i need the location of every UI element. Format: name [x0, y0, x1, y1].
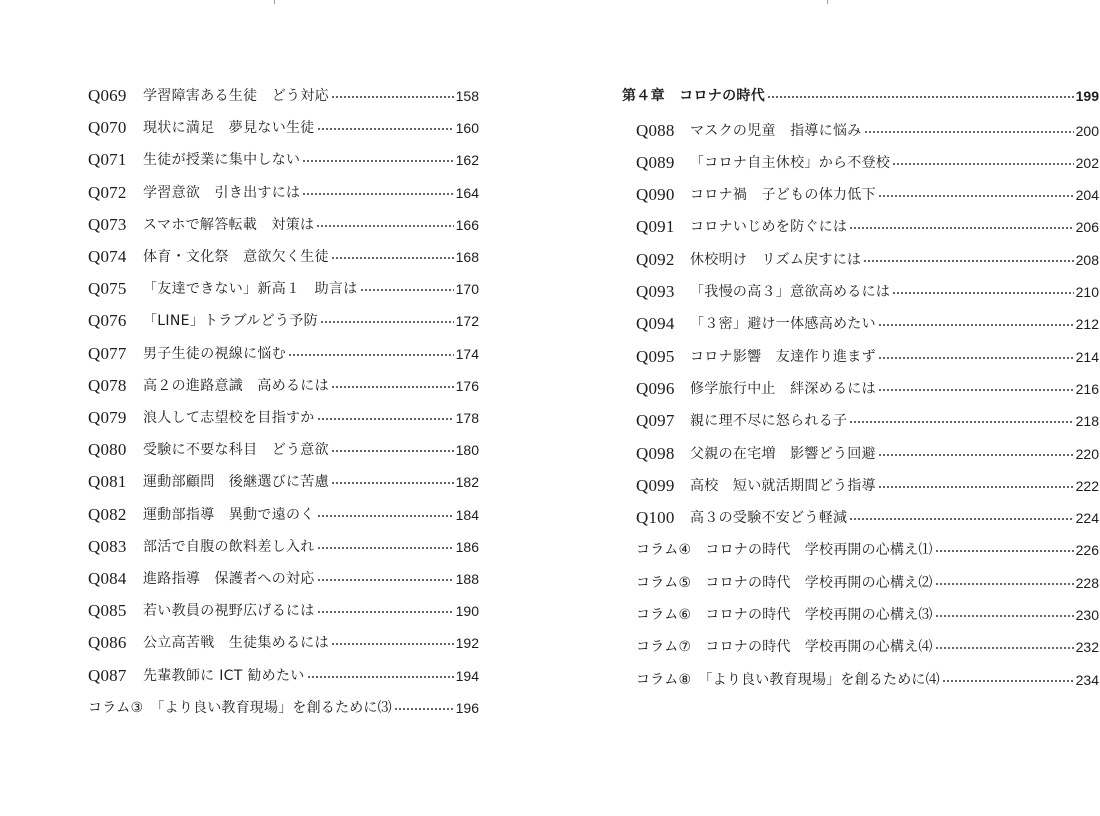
- entry-title: 「LINE」トラブルどう予防: [143, 313, 318, 330]
- toc-entry: [636, 345, 1099, 369]
- entry-title: 運動部指導 異動で遠のく: [143, 506, 315, 523]
- question-number: Q083: [88, 536, 127, 556]
- page-number: 218: [1075, 413, 1099, 430]
- toc-entry: [636, 183, 1099, 207]
- question-number: Q074: [88, 247, 127, 266]
- page-number: 170: [455, 281, 479, 298]
- toc-entry: [636, 377, 1099, 401]
- toc-column-entry: [636, 668, 1099, 692]
- entry-title: 学習意欲 引き出すには: [143, 184, 301, 201]
- entry-title: 体育・文化祭 意欲欠く生徒: [143, 249, 329, 265]
- page-number: 234: [1075, 671, 1099, 688]
- page-number: 192: [455, 635, 479, 652]
- entry-title: 男子生徒の視線に悩む: [143, 345, 286, 362]
- toc-entry: [88, 181, 479, 205]
- page-number: 176: [455, 377, 479, 394]
- toc-column-entry: [636, 603, 1099, 627]
- question-number: Q076: [88, 311, 127, 331]
- entry-title: 親に理不尽に怒られる子: [690, 413, 848, 430]
- toc-entry: [88, 84, 479, 108]
- question-number: Q094: [636, 314, 675, 334]
- dot-leader: [302, 160, 453, 162]
- entry-title: コロナ禍 子どもの体力低下: [690, 187, 876, 204]
- entry-title: 部活で自腹の飲料差し入れ: [143, 538, 315, 555]
- column-title: コラム④ コロナの時代 学校再開の心構え⑴: [636, 542, 933, 559]
- dot-leader: [394, 708, 454, 710]
- entry-title: 現状に満足 夢見ない生徒: [143, 120, 315, 137]
- toc-entry: [88, 213, 479, 237]
- dot-leader: [935, 583, 1074, 585]
- page-number: 168: [455, 249, 479, 265]
- dot-leader: [317, 611, 454, 613]
- dot-leader: [878, 389, 1074, 391]
- toc-entry: [88, 631, 479, 655]
- column-title: コラム⑥ コロナの時代 学校再開の心構え⑶: [636, 607, 933, 623]
- dot-leader: [849, 518, 1073, 520]
- dot-leader: [317, 418, 454, 420]
- page-number: 166: [455, 216, 479, 233]
- toc-entry: [88, 567, 479, 591]
- page-number: 190: [455, 603, 479, 620]
- question-number: Q100: [636, 508, 675, 528]
- dot-leader: [331, 257, 454, 259]
- page-number: 204: [1075, 187, 1099, 204]
- dot-leader: [878, 324, 1074, 326]
- dot-leader: [935, 647, 1074, 649]
- column-title: コラム⑦ コロナの時代 学校再開の心構え⑷: [636, 639, 933, 656]
- page-number: 202: [1075, 154, 1099, 171]
- toc-entry: [636, 312, 1099, 336]
- dot-leader: [849, 421, 1073, 423]
- dot-leader: [942, 680, 1074, 682]
- page-number: 196: [455, 699, 479, 716]
- toc-entry: [636, 442, 1099, 466]
- question-number: Q070: [88, 118, 127, 138]
- page-number: 226: [1075, 542, 1099, 559]
- toc-entry: [636, 474, 1099, 498]
- toc-entry: [88, 664, 479, 688]
- page-number: 206: [1075, 219, 1099, 236]
- question-number: Q096: [636, 378, 675, 398]
- question-number: Q081: [88, 472, 127, 492]
- page-number: 232: [1075, 639, 1099, 656]
- page-number: 216: [1075, 380, 1099, 397]
- question-number: Q091: [636, 217, 675, 237]
- toc-entry: [88, 374, 479, 398]
- toc-entry: [636, 248, 1099, 272]
- dot-leader: [849, 227, 1073, 229]
- page-number: 162: [455, 152, 479, 169]
- question-number: Q095: [636, 346, 675, 366]
- toc-entry: [88, 406, 479, 430]
- entry-title: 進路指導 保護者への対応: [143, 571, 315, 587]
- dot-leader: [331, 482, 454, 484]
- question-number: Q087: [88, 665, 127, 685]
- column-title: コラム⑧ 「より良い教育現場」を創るために⑷: [636, 671, 940, 688]
- page-number: 172: [455, 313, 479, 330]
- page-number: 208: [1075, 251, 1099, 268]
- dot-leader: [935, 550, 1074, 552]
- chapter-heading: [622, 84, 1099, 108]
- toc-entry: [88, 470, 479, 494]
- page-number: 212: [1075, 316, 1099, 333]
- dot-leader: [331, 643, 454, 645]
- question-number: Q097: [636, 411, 675, 431]
- dot-leader: [878, 195, 1074, 197]
- toc-entry: [88, 148, 479, 172]
- dot-leader: [878, 357, 1074, 359]
- toc-entry: [636, 151, 1099, 175]
- dot-leader: [302, 193, 453, 195]
- question-number: Q069: [88, 86, 127, 105]
- toc-entry: [636, 119, 1099, 143]
- dot-leader: [360, 289, 454, 291]
- entry-title: 「友達できない」新高１ 助言は: [143, 281, 358, 298]
- page-number: 178: [455, 410, 479, 426]
- page-number: 184: [455, 506, 479, 523]
- dot-leader: [331, 386, 454, 388]
- question-number: Q080: [88, 440, 127, 460]
- question-number: Q084: [88, 569, 127, 588]
- dot-leader: [317, 547, 454, 549]
- entry-title: 父親の在宅増 影響どう回避: [690, 445, 876, 462]
- page-number: 180: [455, 442, 479, 459]
- toc-entry: [88, 535, 479, 559]
- page-number: 222: [1075, 477, 1099, 494]
- entry-title: 高３の受験不安どう軽減: [690, 510, 848, 527]
- question-number: Q093: [636, 282, 675, 301]
- page-number: 228: [1075, 574, 1099, 591]
- entry-title: 受験に不要な科目 どう意欲: [143, 442, 329, 459]
- chapter-title: 第４章 コロナの時代: [622, 88, 765, 104]
- entry-title: マスクの児童 指導に悩み: [690, 122, 862, 139]
- page-number: 200: [1075, 122, 1099, 139]
- dot-leader: [288, 354, 454, 356]
- toc-entry: [88, 116, 479, 140]
- page-number: 230: [1075, 607, 1099, 623]
- question-number: Q088: [636, 120, 675, 140]
- column-title: コラム⑤ コロナの時代 学校再開の心構え⑵: [636, 574, 933, 591]
- question-number: Q092: [636, 249, 675, 269]
- entry-title: 「我慢の高３」意欲高めるには: [690, 284, 891, 300]
- dot-leader: [320, 321, 454, 323]
- dot-leader: [863, 260, 1073, 262]
- entry-title: 「３密」避け一体感高めたい: [690, 316, 876, 333]
- question-number: Q085: [88, 601, 127, 621]
- entry-title: 公立高苦戦 生徒集めるには: [143, 635, 329, 652]
- dot-leader: [331, 450, 454, 452]
- page-number: 199: [1075, 88, 1099, 104]
- dot-leader: [892, 163, 1073, 165]
- toc-entry: [88, 342, 479, 366]
- page-number: 164: [455, 184, 479, 201]
- dot-leader: [767, 96, 1074, 98]
- entry-title: コロナいじめを防ぐには: [690, 219, 848, 236]
- page-number: 188: [455, 571, 479, 587]
- dot-leader: [317, 128, 454, 130]
- dot-leader: [331, 96, 454, 98]
- dot-leader: [317, 579, 454, 581]
- entry-title: 高校 短い就活期間どう指導: [690, 477, 876, 494]
- page-number: 186: [455, 538, 479, 555]
- dot-leader: [307, 676, 454, 678]
- question-number: Q073: [88, 214, 127, 234]
- entry-title: スマホで解答転載 対策は: [143, 216, 315, 233]
- entry-title: 「コロナ自主休校」から不登校: [690, 154, 891, 171]
- entry-title: コロナ影響 友達作り進まず: [690, 348, 876, 365]
- page-number: 210: [1075, 284, 1099, 300]
- page-number: 160: [455, 120, 479, 137]
- toc-entry: [636, 280, 1099, 304]
- toc-entry: [636, 506, 1099, 530]
- entry-title: 浪人して志望校を目指すか: [143, 410, 315, 426]
- toc-column-entry: [88, 696, 479, 720]
- entry-title: 修学旅行中止 絆深めるには: [690, 380, 876, 397]
- toc-entry: [88, 599, 479, 623]
- entry-title: 学習障害ある生徒 どう対応: [143, 88, 329, 104]
- question-number: Q079: [88, 408, 127, 427]
- entry-title: 高２の進路意識 高めるには: [143, 377, 329, 394]
- question-number: Q077: [88, 343, 127, 363]
- right-page: [550, 0, 1100, 816]
- entry-title: 運動部顧問 後継選びに苦慮: [143, 474, 329, 491]
- page-edge-mark: [827, 0, 828, 4]
- page-number: 182: [455, 474, 479, 491]
- question-number: Q071: [88, 150, 127, 170]
- dot-leader: [892, 292, 1073, 294]
- toc-list-left: [88, 84, 479, 724]
- page-number: 220: [1075, 445, 1099, 462]
- page-number: 158: [455, 88, 479, 104]
- toc-entry: [88, 438, 479, 462]
- toc-entry: [88, 503, 479, 527]
- entry-title: 先輩教師に ICT 勧めたい: [143, 667, 305, 684]
- question-number: Q075: [88, 279, 127, 299]
- question-number: Q098: [636, 443, 675, 463]
- toc-column-entry: [636, 635, 1099, 659]
- question-number: Q099: [636, 475, 675, 495]
- page-number: 224: [1075, 510, 1099, 527]
- question-number: Q072: [88, 182, 127, 202]
- toc-entry: [636, 409, 1099, 433]
- entry-title: 生徒が授業に集中しない: [143, 152, 301, 169]
- toc-entry: [88, 309, 479, 333]
- dot-leader: [316, 225, 453, 227]
- dot-leader: [878, 486, 1074, 488]
- page-number: 174: [455, 345, 479, 362]
- dot-leader: [878, 454, 1074, 456]
- dot-leader: [935, 615, 1074, 617]
- question-number: Q078: [88, 375, 127, 395]
- entry-title: 休校明け リズム戻すには: [690, 251, 862, 268]
- page-number: 214: [1075, 348, 1099, 365]
- question-number: Q089: [636, 152, 675, 172]
- toc-column-entry: [636, 571, 1099, 595]
- question-number: Q086: [88, 633, 127, 653]
- toc-entry: [88, 245, 479, 269]
- toc-list-right: [622, 84, 1099, 694]
- question-number: Q082: [88, 504, 127, 524]
- toc-entry: [88, 277, 479, 301]
- column-title: コラム③ 「より良い教育現場」を創るために⑶: [88, 699, 392, 716]
- page-number: 194: [455, 667, 479, 684]
- question-number: Q090: [636, 185, 675, 205]
- dot-leader: [317, 515, 454, 517]
- entry-title: 若い教員の視野広げるには: [143, 603, 315, 620]
- toc-entry: [636, 215, 1099, 239]
- page-edge-mark: [274, 0, 275, 4]
- toc-column-entry: [636, 538, 1099, 562]
- dot-leader: [864, 131, 1074, 133]
